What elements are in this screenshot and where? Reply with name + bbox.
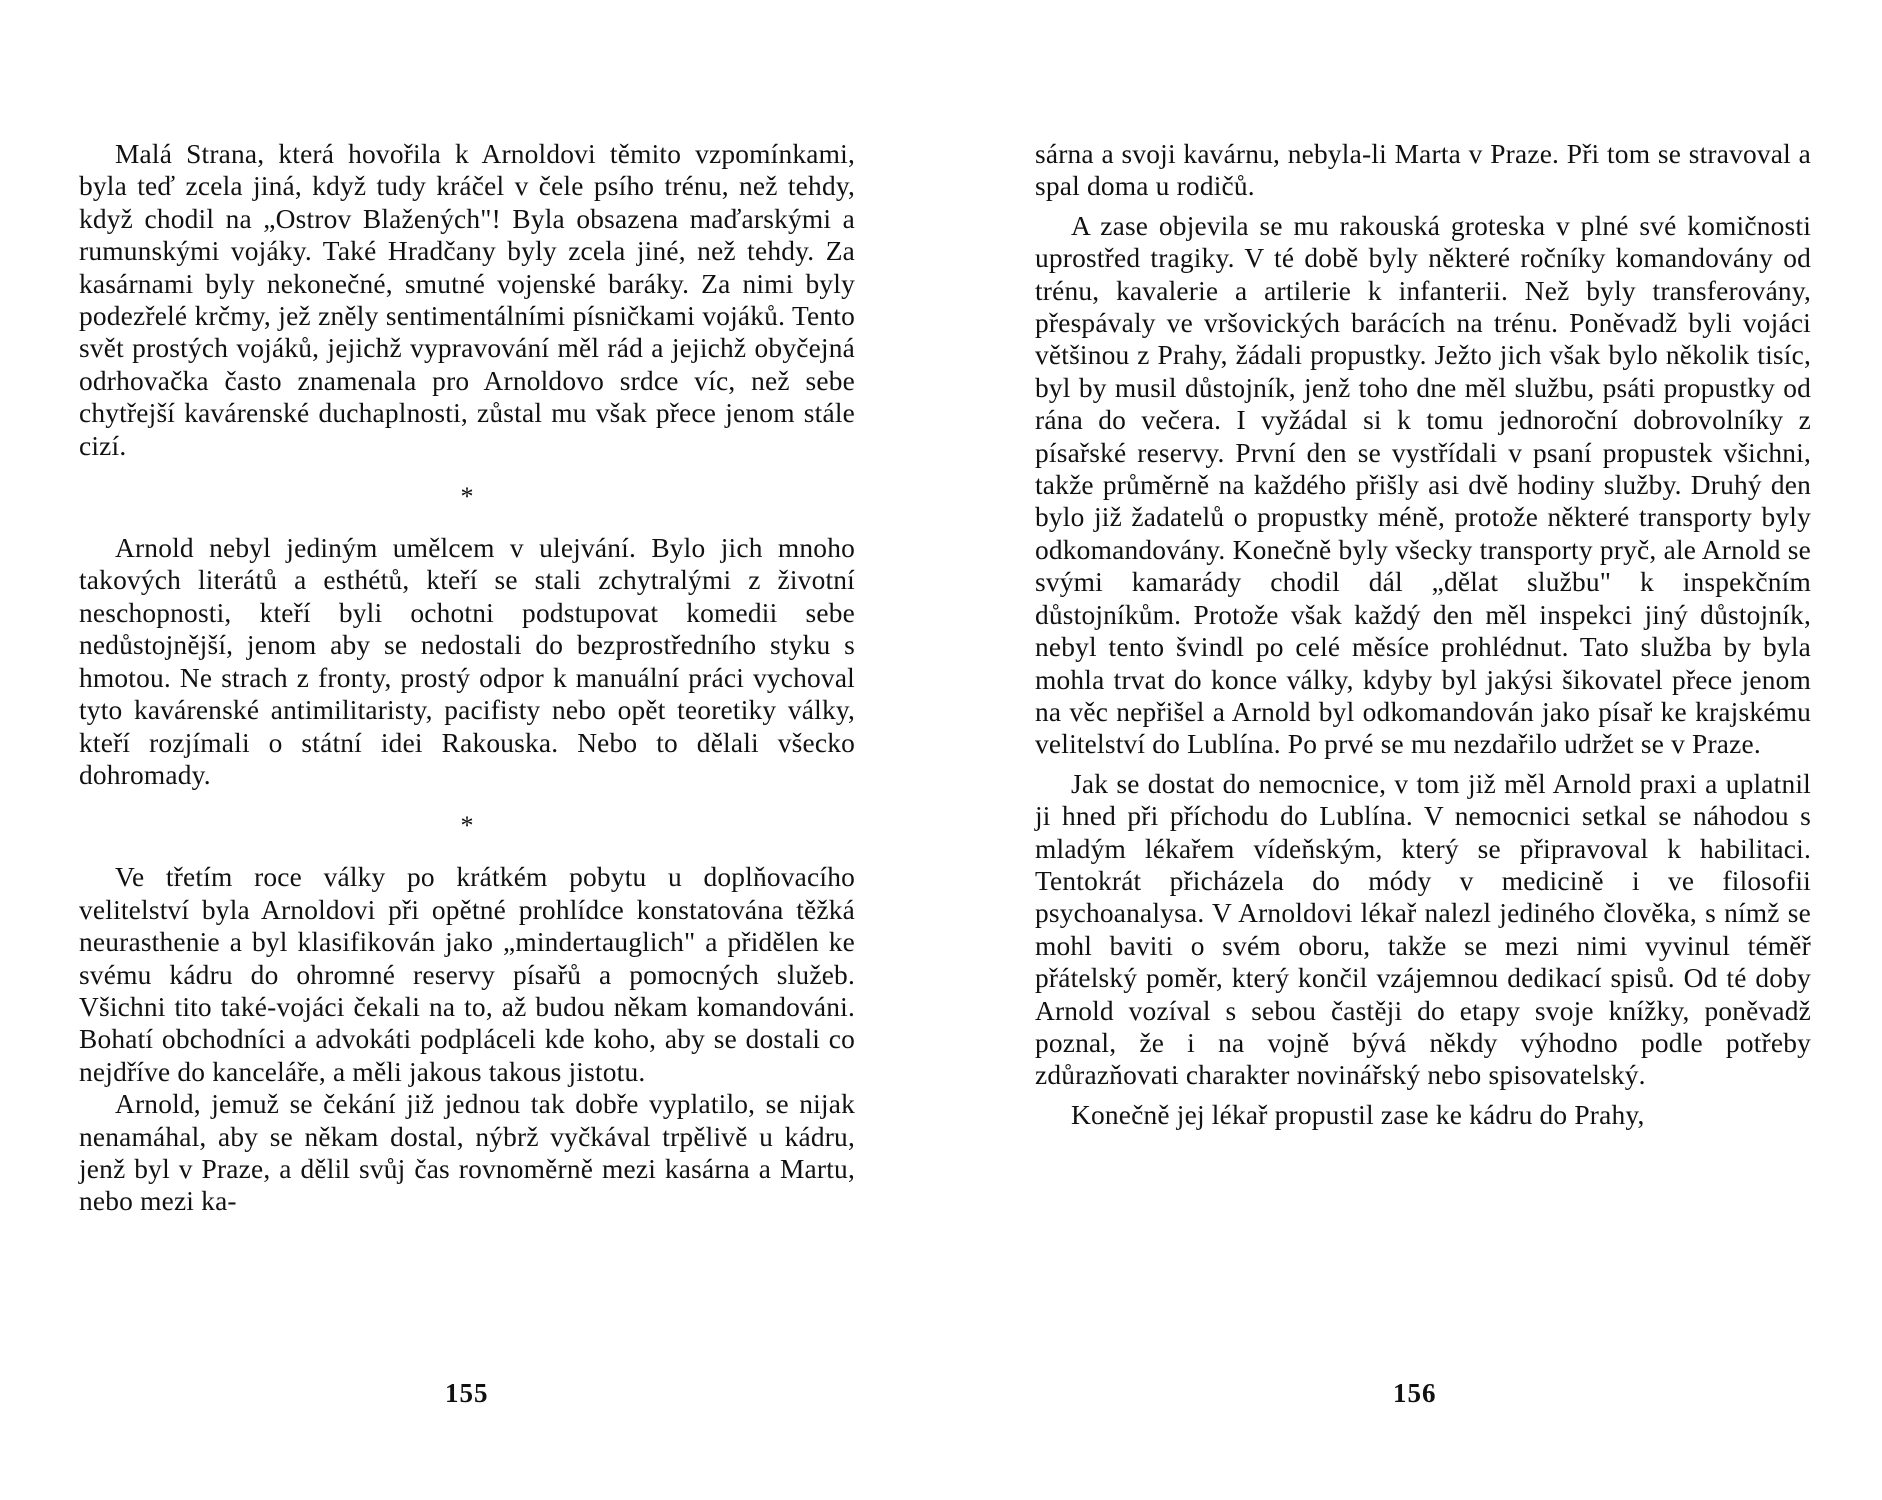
left-paragraph-1: Malá Strana, která hovořila k Arnoldovi těmito vzpomínkami, byla teď zcela jiná, když tudy kráčel v čele psího trénu, než tehdy, když chodil na „Ostrov Blažených"! Byla obsazena maďarskými a rumunskými vojáky. Také Hradčany byly zcela jiné, než tehdy. Za kasárnami byly nekonečné, smutné vojenské baráky. Za nimi byly podezřelé krčmy, jež zněly sentimentálními písničkami vojáků. Tento svět prostých vojáků, jejichž vypravování měl rád a jejichž obyčejná odrhovačka často znamenala pro Arnoldovo srdce víc, než sebe chytřejší kavárenské duchaplnosti, zůstal mu však přece jenom stále cizí. <box>79 139 855 461</box>
right-paragraph-3: Jak se dostat do nemocnice, v tom již měl Arnold praxi a uplatnil ji hned při příchodu do Lublína. V nemocnici setkal se náhodou s mladým lékařem vídeňským, který se připravoval k habilitaci. Tentokrát přicházela do módy v medicině i ve filosofii psychoanalysa. V Arnoldovi lékař nalezl jediného člověka, s nímž se mohl baviti o svém oboru, takže se mezi nimi vyvinul téměř přátelský poměr, který končil vzájemnou dedikací spisů. Od té doby Arnold vozíval s sebou častěji do etapy svoje knížky, poněvadž poznal, že i na vojně bývá někdy výhodno podle potřeby zdůrazňovati charakter novinářský nebo spisovatelský. <box>1035 768 1811 1091</box>
page-number-left: 155 <box>445 1378 489 1408</box>
right-page <box>1035 138 1811 1131</box>
left-paragraph-3: Ve třetím roce války po krátkém pobytu u doplňovacího velitelství byla Arnoldovi při opětné prohlídce konstatována těžká neurasthenie a byl klasifikován jako „mindertauglich" a přidělen ke svému kádru do ohromné reservy písařů a pomocných služeb. Všichni tito také-vojáci čekali na to, až budou někam komandováni. Bohatí obchodníci a advokáti podpláceli kde koho, aby se dostali co nejdříve do kanceláře, a měli jakous takous jistotu. <box>79 862 855 1087</box>
right-paragraph-4: Konečně jej lékař propustil zase ke kádru do Prahy, <box>1071 1099 1645 1130</box>
left-paragraph-2: Arnold nebyl jediným umělcem v ulejvání. Bylo jich mnoho takových literátů a esthétů, kteří se stali zchytralými z životní neschopnosti, kteří byli ochotni podstupovat komedii sebe nedůstojnější, jenom aby se nedostali do bezprostředního styku s hmotou. Ne strach z fronty, prostý odpor k manuální práci vychoval tyto kavárenské antimilitaristy, pacifisty nebo opět teoretiky války, kteří rozjímali o státní idei Rakouska. Nebo to dělali všecko dohromady. <box>79 533 855 790</box>
left-paragraph-4: Arnold, jemuž se čekání již jednou tak dobře vyplatilo, se nijak nenamáhal, aby se někam dostal, nýbrž vyčkával trpělivě u kádru, jenž byl v Praze, a dělil svůj čas rovnoměrně mezi kasárna a Martu, nebo mezi ka- <box>79 1089 855 1217</box>
section-divider-asterisk: * <box>460 482 474 512</box>
right-paragraph-2: A zase objevila se mu rakouská groteska v plné své komičnosti uprostřed tragiky. V té době byly některé ročníky komandovány od trénu, kavalerie a artilerie k infanterii. Než byly transferovány, přespávaly ve vršovických barácích na trénu. Poněvadž byli vojáci většinou z Prahy, žádali propustky. Ježto jich však bylo několik tisíc, byl by musil důstojník, jenž toho dne měl službu, psáti propustky od rána do večera. I vyžádal si k tomu jednoroční dobrovolníky z písařské reservy. První den se vystřídali v psaní propustek všichni, takže průměrně na každého přišly asi dvě hodiny služby. Druhý den bylo již žadatelů o propustky méně, protože některé transporty byly odkomandovány. Konečně byly všecky transporty pryč, ale Arnold se svými kamarády chodil dál „dělat službu" k inspekčním důstojníkům. Protože však každý den měl inspekci jiný důstojník, nebyl tento švindl po celé měsíce prohlédnut. Tato služba by byla mohla trvat do konce války, kdyby byl jakýsi šikovatel přece jenom na věc nepřišel a Arnold byl odkomandován jako písař ke krajskému velitelství do Lublína. Po prvé se mu nezdařilo udržet se v Praze. <box>1035 210 1811 760</box>
page-number-right: 156 <box>1393 1378 1437 1408</box>
left-page <box>79 138 855 1218</box>
right-paragraph-1: sárna a svoji kavárnu, nebyla-li Marta v Praze. Při tom se stravoval a spal doma u rodičů. <box>1035 139 1811 202</box>
section-divider-asterisk: * <box>460 811 474 841</box>
